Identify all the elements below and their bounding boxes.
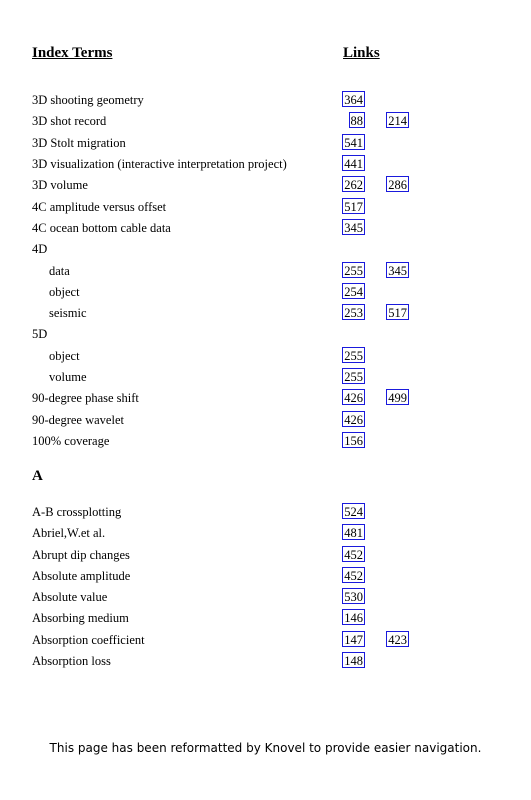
index-entry <box>0 262 531 280</box>
page-link[interactable]: 517 <box>344 200 363 214</box>
page-link[interactable]: 255 <box>344 349 363 363</box>
index-term: 4C ocean bottom cable data <box>32 221 171 235</box>
page-link[interactable]: 255 <box>344 370 363 384</box>
index-term: volume <box>49 370 87 384</box>
index-entry <box>0 347 531 365</box>
index-term: object <box>49 349 80 363</box>
index-term: 90-degree wavelet <box>32 413 124 427</box>
index-entry <box>0 219 531 237</box>
page-link[interactable]: 452 <box>344 548 363 562</box>
index-entry <box>0 304 531 322</box>
page-link[interactable]: 364 <box>344 93 363 107</box>
index-entry <box>0 609 531 627</box>
index-term: 90-degree phase shift <box>32 391 139 405</box>
page-link[interactable]: 254 <box>344 285 363 299</box>
page-link[interactable]: 441 <box>344 157 363 171</box>
index-term: Abriel,W.et al. <box>32 526 106 540</box>
index-entry <box>0 389 531 407</box>
index-entry <box>0 546 531 564</box>
index-term: Absorption coefficient <box>32 633 145 647</box>
index-entry <box>0 652 531 670</box>
section-letter-a: A <box>32 468 43 484</box>
page-link[interactable]: 423 <box>388 633 407 647</box>
index-term: seismic <box>49 306 87 320</box>
index-entry <box>0 240 531 258</box>
links-heading: Links <box>343 45 380 61</box>
page-link[interactable]: 148 <box>344 654 363 668</box>
page-link[interactable]: 146 <box>344 611 363 625</box>
index-term: Absorption loss <box>32 654 111 668</box>
index-entry <box>0 503 531 521</box>
index-entry <box>0 567 531 585</box>
index-entry <box>0 134 531 152</box>
index-entry <box>0 524 531 542</box>
index-term: 3D shooting geometry <box>32 93 144 107</box>
index-entry <box>0 588 531 606</box>
page-link[interactable]: 345 <box>344 221 363 235</box>
page-link[interactable]: 345 <box>388 264 407 278</box>
index-term: 4D <box>32 242 48 256</box>
index-entry <box>0 325 531 343</box>
index-entry <box>0 112 531 130</box>
page-link[interactable]: 286 <box>388 178 407 192</box>
index-entry <box>0 411 531 429</box>
index-entry <box>0 368 531 386</box>
page-link[interactable]: 255 <box>344 264 363 278</box>
index-entry <box>0 283 531 301</box>
index-term: 3D volume <box>32 178 88 192</box>
index-term: 5D <box>32 327 48 341</box>
knovel-footer-note: This page has been reformatted by Knovel to provide easier navigation. <box>49 741 482 755</box>
index-term: object <box>49 285 80 299</box>
index-term: 3D shot record <box>32 114 107 128</box>
page-link[interactable]: 156 <box>344 434 363 448</box>
index-term: 3D Stolt migration <box>32 136 126 150</box>
index-entry <box>0 432 531 450</box>
index-term: 4C amplitude versus offset <box>32 200 167 214</box>
page-link[interactable]: 452 <box>344 569 363 583</box>
page-link[interactable]: 147 <box>344 633 363 647</box>
index-term: data <box>49 264 70 278</box>
page-link[interactable]: 262 <box>344 178 363 192</box>
index-entry <box>0 176 531 194</box>
index-entry <box>0 91 531 109</box>
index-entry <box>0 631 531 649</box>
index-term: Absorbing medium <box>32 611 129 625</box>
index-entry <box>0 155 531 173</box>
page-link[interactable]: 499 <box>388 391 407 405</box>
page-link[interactable]: 88 <box>350 114 363 128</box>
index-term: Absolute amplitude <box>32 569 131 583</box>
page-link[interactable]: 530 <box>344 590 363 604</box>
index-term: Abrupt dip changes <box>32 548 130 562</box>
page-link[interactable]: 214 <box>388 114 407 128</box>
page-link[interactable]: 524 <box>344 505 363 519</box>
index-term: 100% coverage <box>32 434 110 448</box>
page-link[interactable]: 426 <box>344 413 363 427</box>
index-terms-heading: Index Terms <box>32 45 113 61</box>
page-link[interactable]: 541 <box>344 136 363 150</box>
page-link[interactable]: 517 <box>388 306 407 320</box>
page-link[interactable]: 426 <box>344 391 363 405</box>
index-term: A-B crossplotting <box>32 505 122 519</box>
index-entry <box>0 198 531 216</box>
index-term: Absolute value <box>32 590 108 604</box>
page-link[interactable]: 253 <box>344 306 363 320</box>
page-link[interactable]: 481 <box>344 526 363 540</box>
index-term: 3D visualization (interactive interpretation project) <box>32 157 287 171</box>
